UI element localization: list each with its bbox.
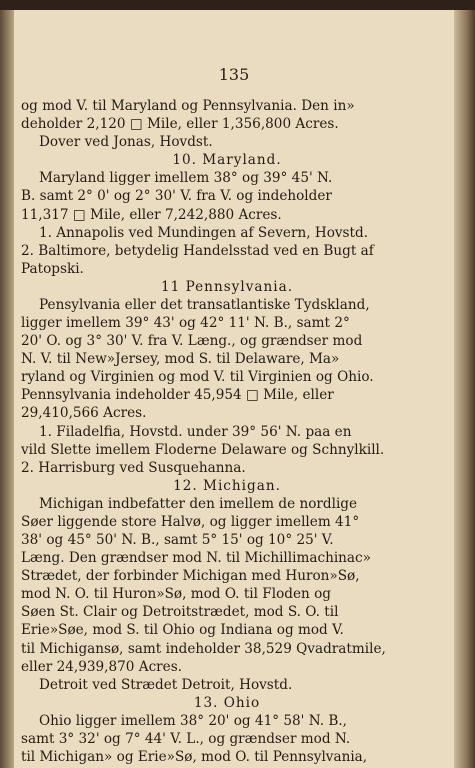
text-line: 20' O. og 3° 30' V. fra V. Læng., og grændser mod (21, 333, 363, 350)
text-line: Patopski. (21, 260, 84, 277)
text-line: Strædet, der forbinder Michigan med Huron»Sø, (21, 568, 360, 585)
text-line: Pensylvania eller det transatlantiske Tydskland, (39, 296, 370, 313)
text-line: B. samt 2° 0' og 2° 30' V. fra V. og indeholder (21, 188, 332, 205)
text-line: vild Slette imellem Floderne Delaware og Schnylkill. (21, 441, 385, 458)
text-line: 2. Baltimore, betydelig Handelsstad ved en Bugt af (21, 242, 374, 259)
text-line: Pennsylvania indeholder 45,954 □ Mile, eller (21, 387, 334, 404)
page-number: 135 (218, 65, 250, 84)
book-page (14, 10, 454, 768)
text-line: deholder 2,120 □ Mile, eller 1,356,800 Acres. (21, 116, 339, 133)
text-line: ryland og Virginien og mod V. til Virginien og Ohio. (21, 369, 374, 386)
text-line: til Michigan» og Erie»Sø, mod O. til Pennsylvania, (21, 749, 368, 765)
text-line: Michigan indbefatter den imellem de nordlige (39, 495, 358, 512)
page-edge (454, 10, 475, 768)
section-heading: 13. Ohio (193, 694, 261, 711)
text-line: 1. Annapolis ved Mundingen af Severn, Hovstd. (39, 224, 369, 241)
text-line: og mod V. til Maryland og Pennsylvania. Den in» (21, 98, 355, 114)
text-line: Læng. Den grændser mod N. til Michillimachinac» (21, 550, 371, 567)
text-line: Ohio ligger imellem 38° 20' og 41° 58' N. B., (39, 712, 347, 729)
text-line: Detroit ved Strædet Detroit, Hovstd. (39, 676, 293, 693)
text-line: 11,317 □ Mile, eller 7,242,880 Acres. (21, 206, 282, 223)
text-line: samt 3° 32' og 7° 44' V. L., og grændser mod N. (21, 730, 351, 747)
book-spine-shadow (0, 0, 475, 10)
text-line: Dover ved Jonas, Hovdst. (39, 134, 213, 151)
text-line: mod N. O. til Huron»Sø, mod O. til Floden og (21, 586, 331, 603)
section-heading: 12. Michigan. (173, 477, 281, 494)
section-heading: 11 Pennsylvania. (160, 278, 294, 295)
text-line: 38' og 45° 50' N. B., samt 5° 15' og 10° 25' V. (21, 532, 334, 548)
text-line: 29,410,566 Acres. (21, 405, 147, 422)
text-line: Søer liggende store Halvø, og ligger imellem 41° (21, 513, 360, 530)
text-line: 1. Filadelfia, Hovstd. under 39° 56' N. paa en (39, 423, 352, 440)
book-gutter (0, 10, 14, 768)
text-line: ligger imellem 39° 43' og 42° 11' N. B., samt 2° (21, 315, 350, 331)
text-line: Søen St. Clair og Detroitstrædet, mod S. O. til (21, 604, 339, 621)
text-line: Erie»Søe, mod S. til Ohio og Indiana og mod V. (21, 622, 344, 639)
text-line: N. V. til New»Jersey, mod S. til Delaware, Ma» (21, 351, 340, 368)
text-line: til Michigansø, samt indeholder 38,529 Qvadratmile, (21, 640, 386, 657)
section-heading: 10. Maryland. (172, 152, 282, 169)
text-line: 2. Harrisburg ved Susquehanna. (21, 459, 246, 476)
text-line: Maryland ligger imellem 38° og 39° 45' N. (39, 170, 333, 187)
text-line: eller 24,939,870 Acres. (21, 658, 183, 675)
